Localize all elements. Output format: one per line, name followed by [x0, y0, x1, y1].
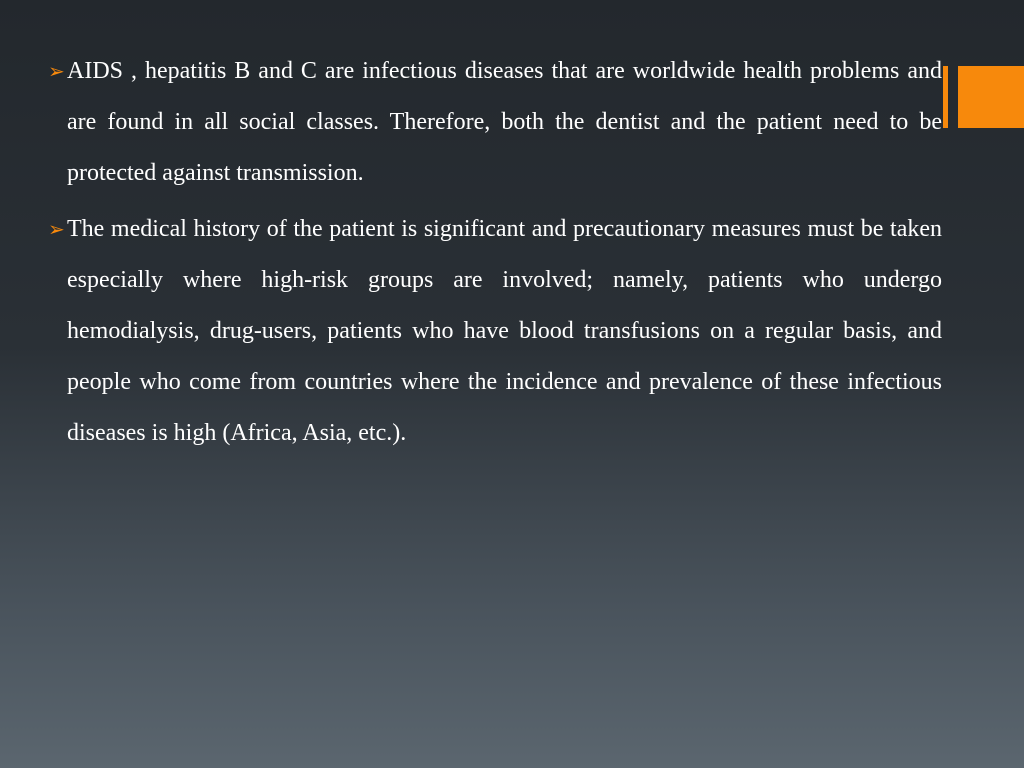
accent-bar-thin [943, 66, 948, 128]
arrow-bullet-icon: ➢ [48, 59, 65, 83]
arrow-bullet-icon: ➢ [48, 216, 65, 241]
bullet-text: The medical history of the patient is significant and precautionary measures must be taken especially where high-risk groups are involved; namely, patients who undergo hemodialysis, drug-users, patients who have blood transfusions on a regular basis, and people who come from countries where the incidence and prevalence of these infectious diseases is high (Africa, Asia, etc.). [67, 215, 942, 447]
bullet-item [48, 46, 942, 200]
accent-bar-thick [958, 66, 1024, 128]
bullet-item [48, 204, 942, 460]
bullet-text: AIDS , hepatitis B and C are infectious diseases that are worldwide health problems and are found in all social classes. Therefore, both the dentist and the patient need to be protected against transmission. [67, 58, 942, 187]
slide-content [48, 46, 942, 464]
